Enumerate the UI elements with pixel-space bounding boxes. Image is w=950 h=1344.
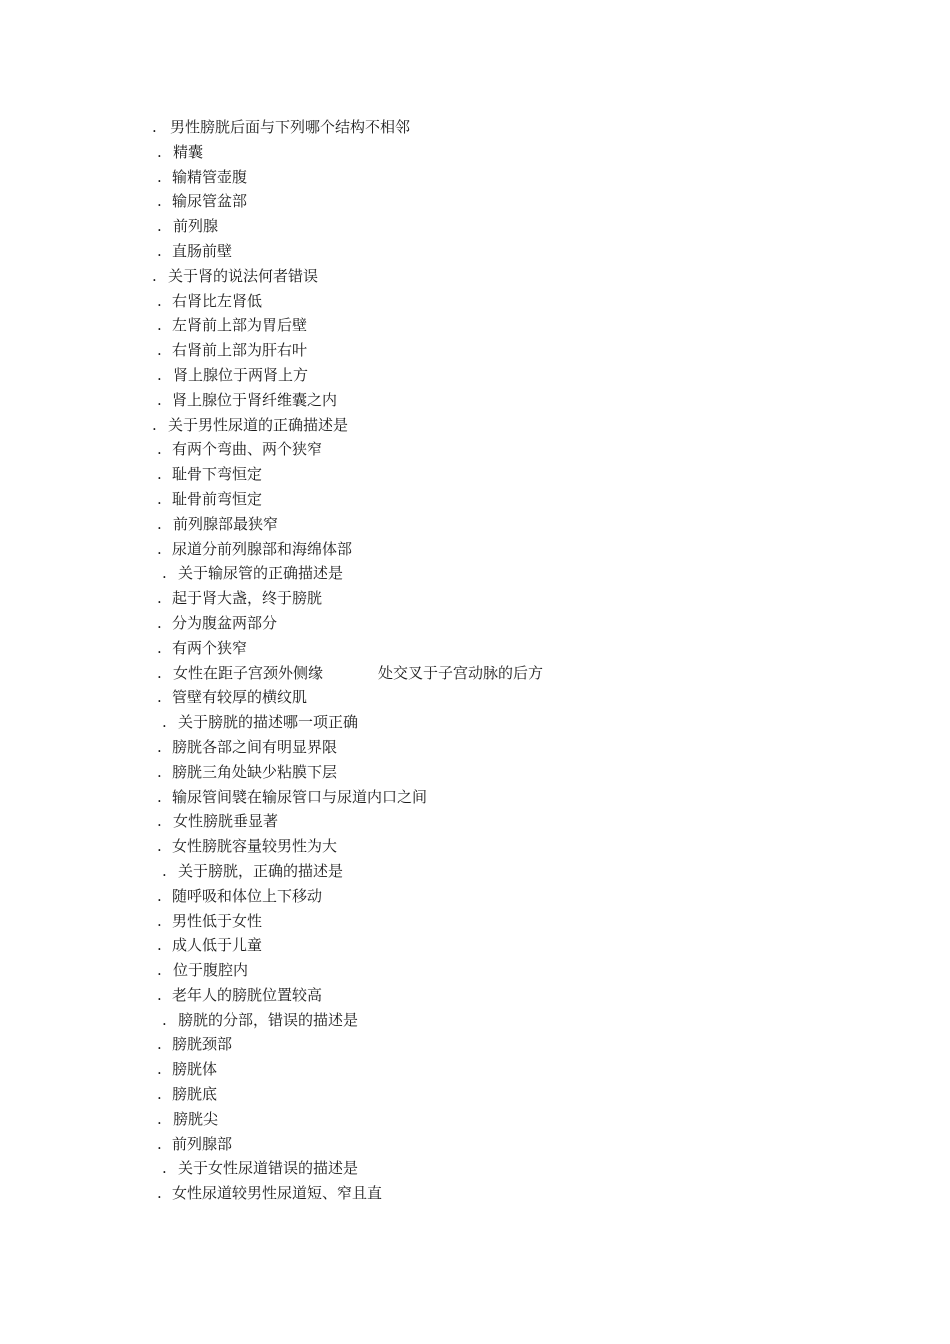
option-line	[0, 512, 950, 537]
option-line	[0, 661, 950, 686]
question-text: 关于男性尿道的正确描述是	[168, 415, 349, 434]
option-line	[0, 685, 950, 710]
line-marker: .	[157, 1060, 162, 1079]
line-marker: .	[157, 142, 162, 161]
line-marker: .	[157, 316, 162, 335]
option-text: 随呼吸和体位上下移动	[172, 886, 323, 905]
line-marker: .	[157, 613, 162, 632]
line-marker: .	[157, 291, 162, 310]
line-marker: .	[157, 241, 162, 260]
option-line	[0, 537, 950, 562]
question-text: 关于肾的说法何者错误	[168, 266, 319, 285]
option-text: 耻骨前弯恒定	[172, 489, 263, 508]
option-line	[0, 884, 950, 909]
option-text: 成人低于儿童	[172, 936, 263, 955]
option-text: 输尿管盆部	[172, 192, 248, 211]
line-marker: .	[157, 390, 162, 409]
line-marker: .	[152, 415, 157, 434]
question-line	[0, 1008, 950, 1033]
option-line	[0, 214, 950, 239]
option-line	[0, 363, 950, 388]
line-marker: .	[157, 1085, 162, 1104]
line-marker: .	[157, 589, 162, 608]
line-marker: .	[157, 1109, 162, 1128]
option-text: 尿道分前列腺部和海绵体部	[172, 539, 353, 558]
option-line	[0, 487, 950, 512]
option-text: 女性在距子宫颈外侧缘	[173, 663, 324, 682]
option-text: 前列腺部	[172, 1134, 233, 1153]
option-text: 分为腹盆两部分	[172, 613, 278, 632]
option-text: 女性膀胱垂显著	[173, 812, 279, 831]
option-text: 精囊	[173, 142, 204, 161]
option-line	[0, 1057, 950, 1082]
question-text: 膀胱的分部，错误的描述是	[178, 1010, 359, 1029]
option-text: 膀胱颈部	[172, 1035, 233, 1054]
line-marker: .	[157, 911, 162, 930]
option-line	[0, 140, 950, 165]
line-marker: .	[157, 1184, 162, 1203]
line-marker: .	[157, 167, 162, 186]
option-line	[0, 313, 950, 338]
option-text: 肾上腺位于肾纤维囊之内	[172, 390, 338, 409]
option-line	[0, 611, 950, 636]
option-line	[0, 165, 950, 190]
line-marker: .	[162, 564, 167, 583]
option-line	[0, 636, 950, 661]
option-line	[0, 289, 950, 314]
question-line	[0, 561, 950, 586]
line-marker: .	[157, 1035, 162, 1054]
question-text: 关于膀胱的描述哪一项正确	[178, 713, 359, 732]
option-text: 老年人的膀胱位置较高	[172, 985, 323, 1004]
option-line	[0, 785, 950, 810]
question-text: 关于女性尿道错误的描述是	[178, 1159, 359, 1178]
line-marker: .	[152, 266, 157, 285]
line-marker: .	[157, 539, 162, 558]
option-text-tail: 处交叉于子宫动脉的后方	[378, 663, 544, 682]
line-marker: .	[157, 365, 162, 384]
option-text: 肾上腺位于两肾上方	[173, 365, 309, 384]
option-text: 男性低于女性	[172, 911, 263, 930]
line-marker: .	[157, 663, 162, 682]
line-marker: .	[157, 465, 162, 484]
option-line	[0, 834, 950, 859]
question-line	[0, 264, 950, 289]
line-marker: .	[157, 514, 162, 533]
option-text: 有两个弯曲、两个狭窄	[172, 440, 323, 459]
line-marker: .	[157, 961, 162, 980]
option-line	[0, 760, 950, 785]
question-line	[0, 1156, 950, 1181]
question-line	[0, 413, 950, 438]
line-marker: .	[157, 341, 162, 360]
line-marker: .	[157, 489, 162, 508]
option-text: 膀胱体	[172, 1060, 218, 1079]
option-text: 左肾前上部为胃后壁	[172, 316, 308, 335]
option-text: 管壁有较厚的横纹肌	[172, 688, 308, 707]
option-text: 耻骨下弯恒定	[172, 465, 263, 484]
line-marker: .	[157, 737, 162, 756]
line-marker: .	[162, 1159, 167, 1178]
option-text: 位于腹腔内	[173, 961, 249, 980]
question-text: 关于膀胱，正确的描述是	[178, 861, 344, 880]
option-text: 有两个狭窄	[172, 638, 248, 657]
option-line	[0, 1032, 950, 1057]
option-line	[0, 1082, 950, 1107]
line-marker: .	[157, 688, 162, 707]
option-text: 右肾前上部为肝右叶	[172, 341, 308, 360]
question-line	[0, 115, 950, 140]
option-text: 起于肾大盏，终于膀胱	[172, 589, 323, 608]
line-marker: .	[157, 440, 162, 459]
line-marker: .	[157, 936, 162, 955]
line-marker: .	[157, 837, 162, 856]
line-marker: .	[157, 1134, 162, 1153]
question-list	[0, 115, 950, 1206]
option-line	[0, 388, 950, 413]
line-marker: .	[162, 861, 167, 880]
option-text: 膀胱尖	[173, 1109, 219, 1128]
line-marker: .	[162, 713, 167, 732]
option-line	[0, 189, 950, 214]
line-marker: .	[157, 787, 162, 806]
question-line	[0, 710, 950, 735]
option-line	[0, 586, 950, 611]
line-marker: .	[157, 985, 162, 1004]
option-line	[0, 1107, 950, 1132]
option-text: 膀胱三角处缺少粘膜下层	[172, 762, 338, 781]
line-marker: .	[157, 762, 162, 781]
option-line	[0, 735, 950, 760]
option-text: 膀胱各部之间有明显界限	[172, 737, 338, 756]
option-text: 前列腺	[173, 217, 219, 236]
option-line	[0, 239, 950, 264]
line-marker: .	[152, 118, 157, 136]
option-text: 女性膀胱容量较男性为大	[172, 837, 338, 856]
option-text: 输精管壶腹	[172, 167, 248, 186]
question-line	[0, 859, 950, 884]
option-line	[0, 338, 950, 363]
option-line	[0, 958, 950, 983]
question-text: 男性膀胱后面与下列哪个结构不相邻	[170, 118, 411, 136]
option-line	[0, 462, 950, 487]
line-marker: .	[157, 812, 162, 831]
line-marker: .	[157, 192, 162, 211]
option-line	[0, 933, 950, 958]
option-text: 直肠前壁	[172, 241, 233, 260]
option-text: 前列腺部最狭窄	[173, 514, 279, 533]
line-marker: .	[157, 217, 162, 236]
option-line	[0, 1132, 950, 1157]
option-line	[0, 983, 950, 1008]
option-text: 右肾比左肾低	[172, 291, 263, 310]
option-line	[0, 1181, 950, 1206]
option-line	[0, 809, 950, 834]
option-text: 输尿管间襞在输尿管口与尿道内口之间	[172, 787, 428, 806]
option-text: 膀胱底	[172, 1085, 218, 1104]
option-text: 女性尿道较男性尿道短、窄且直	[172, 1184, 383, 1203]
question-text: 关于输尿管的正确描述是	[178, 564, 344, 583]
option-line	[0, 437, 950, 462]
line-marker: .	[157, 638, 162, 657]
option-line	[0, 909, 950, 934]
line-marker: .	[157, 886, 162, 905]
line-marker: .	[162, 1010, 167, 1029]
